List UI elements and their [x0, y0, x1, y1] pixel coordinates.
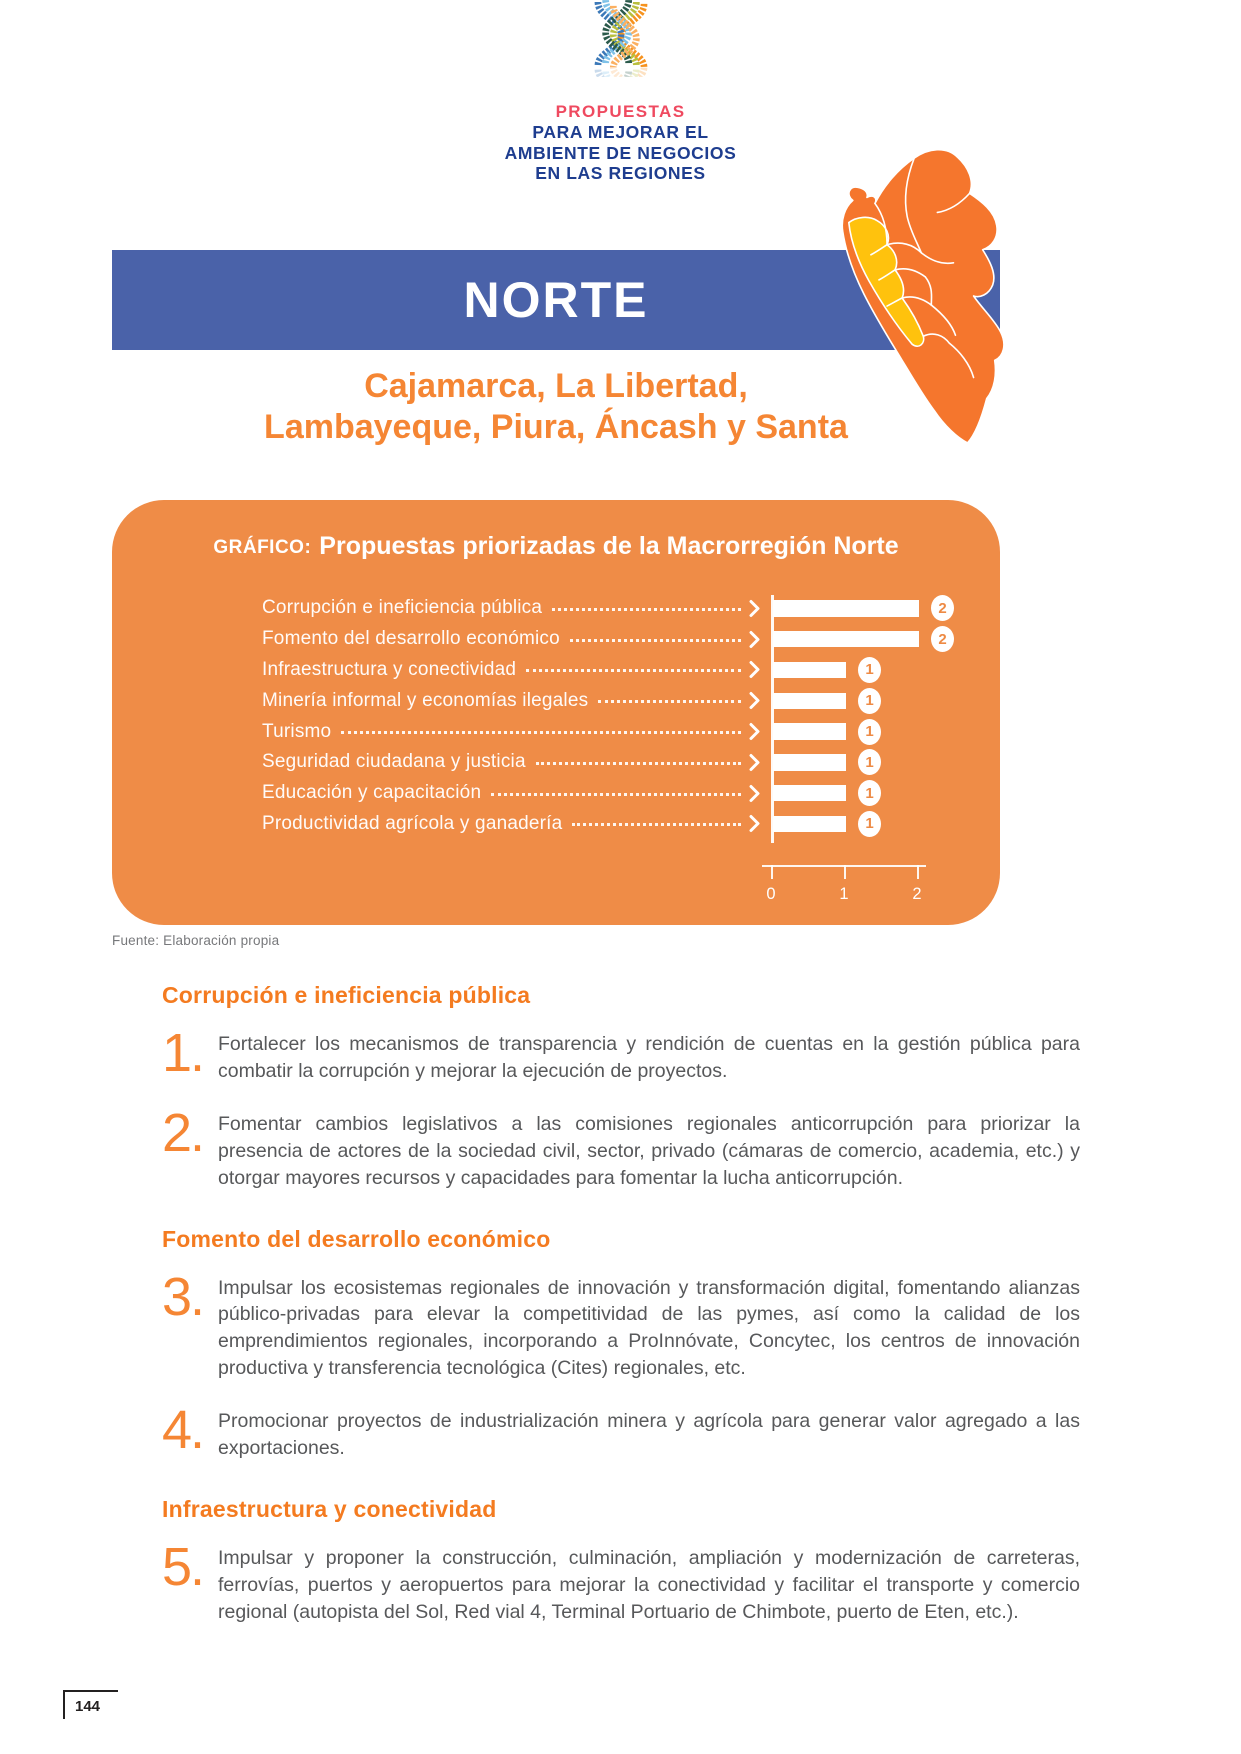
page-number: 144	[63, 1690, 118, 1719]
proposal-item	[162, 1102, 1080, 1192]
x-axis-tick	[844, 865, 846, 879]
chart-row	[112, 809, 1000, 840]
bar	[773, 785, 846, 802]
proposal-item	[162, 1400, 1080, 1462]
chart-category-label: Turismo	[262, 720, 332, 742]
bar-area	[773, 595, 954, 621]
proposal-item	[162, 1023, 1080, 1085]
bar-area	[773, 626, 954, 652]
chart-label-zone	[262, 721, 760, 743]
bar-area	[773, 780, 881, 806]
chart-title-label: GRÁFICO:	[213, 537, 312, 558]
brand-logo	[0, 0, 1241, 184]
chart-row	[112, 778, 1000, 809]
dotted-leader-line	[570, 639, 741, 642]
chart-row	[112, 655, 1000, 686]
arrow-right-icon	[749, 660, 760, 679]
chart-row	[112, 716, 1000, 747]
proposal-text: Promocionar proyectos de industrialización minera y agrícola para generar valor agregado a las exportaciones.	[218, 1410, 1080, 1460]
proposal-text: Fomentar cambios legislativos a las comisiones regionales anticorrupción para priorizar la presencia de actores de la sociedad civil, sector, privado (cámaras de comercio, academia, etc.) y otorgar mayores recursos y capacidades para fomentar la lucha anticorrupción.	[218, 1112, 1080, 1189]
bar-area	[773, 719, 881, 745]
x-axis-tick	[771, 865, 773, 879]
section-heading: Fomento del desarrollo económico	[162, 1225, 551, 1252]
chart-category-label: Minería informal y economías ilegales	[262, 689, 589, 711]
chart-category-label: Seguridad ciudadana y justicia	[262, 751, 526, 773]
bar	[773, 693, 846, 710]
dotted-leader-line	[526, 669, 741, 672]
brand-tagline-line: PARA MEJORAR EL	[532, 122, 709, 142]
section-heading: Infraestructura y conectividad	[162, 1495, 497, 1522]
dotted-leader-line	[536, 762, 741, 765]
arrow-right-icon	[749, 599, 760, 618]
chart-label-zone	[262, 782, 760, 804]
bar-chart	[112, 593, 1000, 923]
chart-row	[112, 685, 1000, 716]
region-title: NORTE	[463, 272, 649, 328]
dotted-leader-line	[552, 608, 741, 611]
chart-label-zone	[262, 628, 760, 650]
arrow-right-icon	[749, 630, 760, 649]
proposal-number: 5.	[162, 1536, 204, 1597]
value-badge: 2	[931, 595, 954, 621]
region-departments-line: Lambayeque, Piura, Áncash y Santa	[264, 407, 848, 446]
chart-category-label: Infraestructura y conectividad	[262, 658, 517, 680]
bar-area	[773, 657, 881, 683]
chart-rows	[112, 593, 1000, 839]
chart-panel	[112, 500, 1000, 925]
chart-category-label: Educación y capacitación	[262, 782, 482, 804]
proposal-number: 4.	[162, 1400, 204, 1461]
chart-label-zone	[262, 597, 760, 619]
chart-row	[112, 593, 1000, 624]
bar	[773, 723, 846, 740]
chart-row	[112, 747, 1000, 778]
value-badge: 2	[931, 626, 954, 652]
brand-tagline-line: EN LAS REGIONES	[535, 163, 706, 184]
dotted-leader-line	[598, 700, 741, 703]
dotted-leader-line	[572, 823, 741, 826]
value-badge: 1	[858, 811, 881, 837]
chart-category-label: Fomento del desarrollo económico	[262, 628, 560, 650]
bar-area	[773, 688, 881, 714]
value-badge: 1	[858, 719, 881, 745]
arrow-right-icon	[749, 814, 760, 833]
bar	[773, 631, 919, 648]
bar	[773, 816, 846, 833]
arrow-right-icon	[749, 691, 760, 710]
chart-label-zone	[262, 659, 760, 681]
chart-row	[112, 624, 1000, 655]
x-axis-tick-label: 2	[912, 885, 922, 903]
proposal-text: Impulsar los ecosistemas regionales de innovación y transformación digital, fomentando alianzas público-privadas para elevar la competitividad de las pymes, así como la calidad de los emprendimientos regionales, incorporando a ProInnóvate, Concytec, los centros de innovación productiva y transferencia tecnológica (Cites) regionales, etc.	[218, 1276, 1080, 1380]
bar-area	[773, 811, 881, 837]
value-badge: 1	[858, 780, 881, 806]
proposal-item	[162, 1266, 1080, 1383]
x-axis-tick-label: 0	[766, 885, 776, 903]
proposal-text: Fortalecer los mecanismos de transparencia y rendición de cuentas en la gestión pública para combatir la corrupción y mejorar la ejecución de proyectos.	[218, 1033, 1080, 1082]
chart-label-zone	[262, 813, 760, 835]
value-badge: 1	[858, 688, 881, 714]
bar-area	[773, 749, 881, 775]
arrow-right-icon	[749, 784, 760, 803]
chart-label-zone	[262, 690, 760, 712]
proposal-number: 2.	[162, 1102, 204, 1163]
bar	[773, 754, 846, 771]
value-badge: 1	[858, 657, 881, 683]
x-axis-tick	[917, 865, 919, 879]
arrow-right-icon	[749, 722, 760, 741]
proposal-number: 3.	[162, 1266, 204, 1327]
proposal-item	[162, 1536, 1080, 1626]
bar	[773, 662, 846, 679]
y-axis-line	[771, 595, 774, 843]
chart-category-label: Corrupción e ineficiencia pública	[262, 597, 543, 619]
proposal-text: Impulsar y proponer la construcción, culminación, ampliación y modernización de carreteras, ferrovías, puertos y aeropuertos para mejorar la conectividad y facilitar el transporte y comercio regional (autopista del Sol, Red vial 4, Terminal Portuario de Chimbote, puerto de Eten, etc.).	[218, 1546, 1080, 1623]
peru-map-icon	[742, 136, 1018, 454]
dotted-leader-line	[341, 731, 741, 734]
chart-title	[112, 532, 1000, 561]
region-departments-line: Cajamarca, La Libertad,	[364, 367, 748, 405]
value-badge: 1	[858, 749, 881, 775]
brand-tagline-line: AMBIENTE DE NEGOCIOS	[504, 142, 737, 163]
source-note: Fuente: Elaboración propia	[112, 933, 280, 948]
arrow-right-icon	[749, 753, 760, 772]
content-sections	[162, 982, 1080, 1650]
chart-category-label: Productividad agrícola y ganadería	[262, 812, 563, 834]
bar	[773, 600, 919, 617]
brand-tagline-accent: PROPUESTAS	[555, 102, 686, 121]
dotted-leader-line	[491, 793, 741, 796]
chart-label-zone	[262, 751, 760, 773]
x-axis-tick-label: 1	[839, 885, 849, 903]
chart-title-text: Propuestas priorizadas de la Macrorregión Norte	[319, 532, 899, 560]
proposal-number: 1.	[162, 1023, 204, 1083]
section-heading: Corrupción e ineficiencia pública	[162, 982, 531, 1008]
braid-logo-icon	[573, 0, 669, 100]
